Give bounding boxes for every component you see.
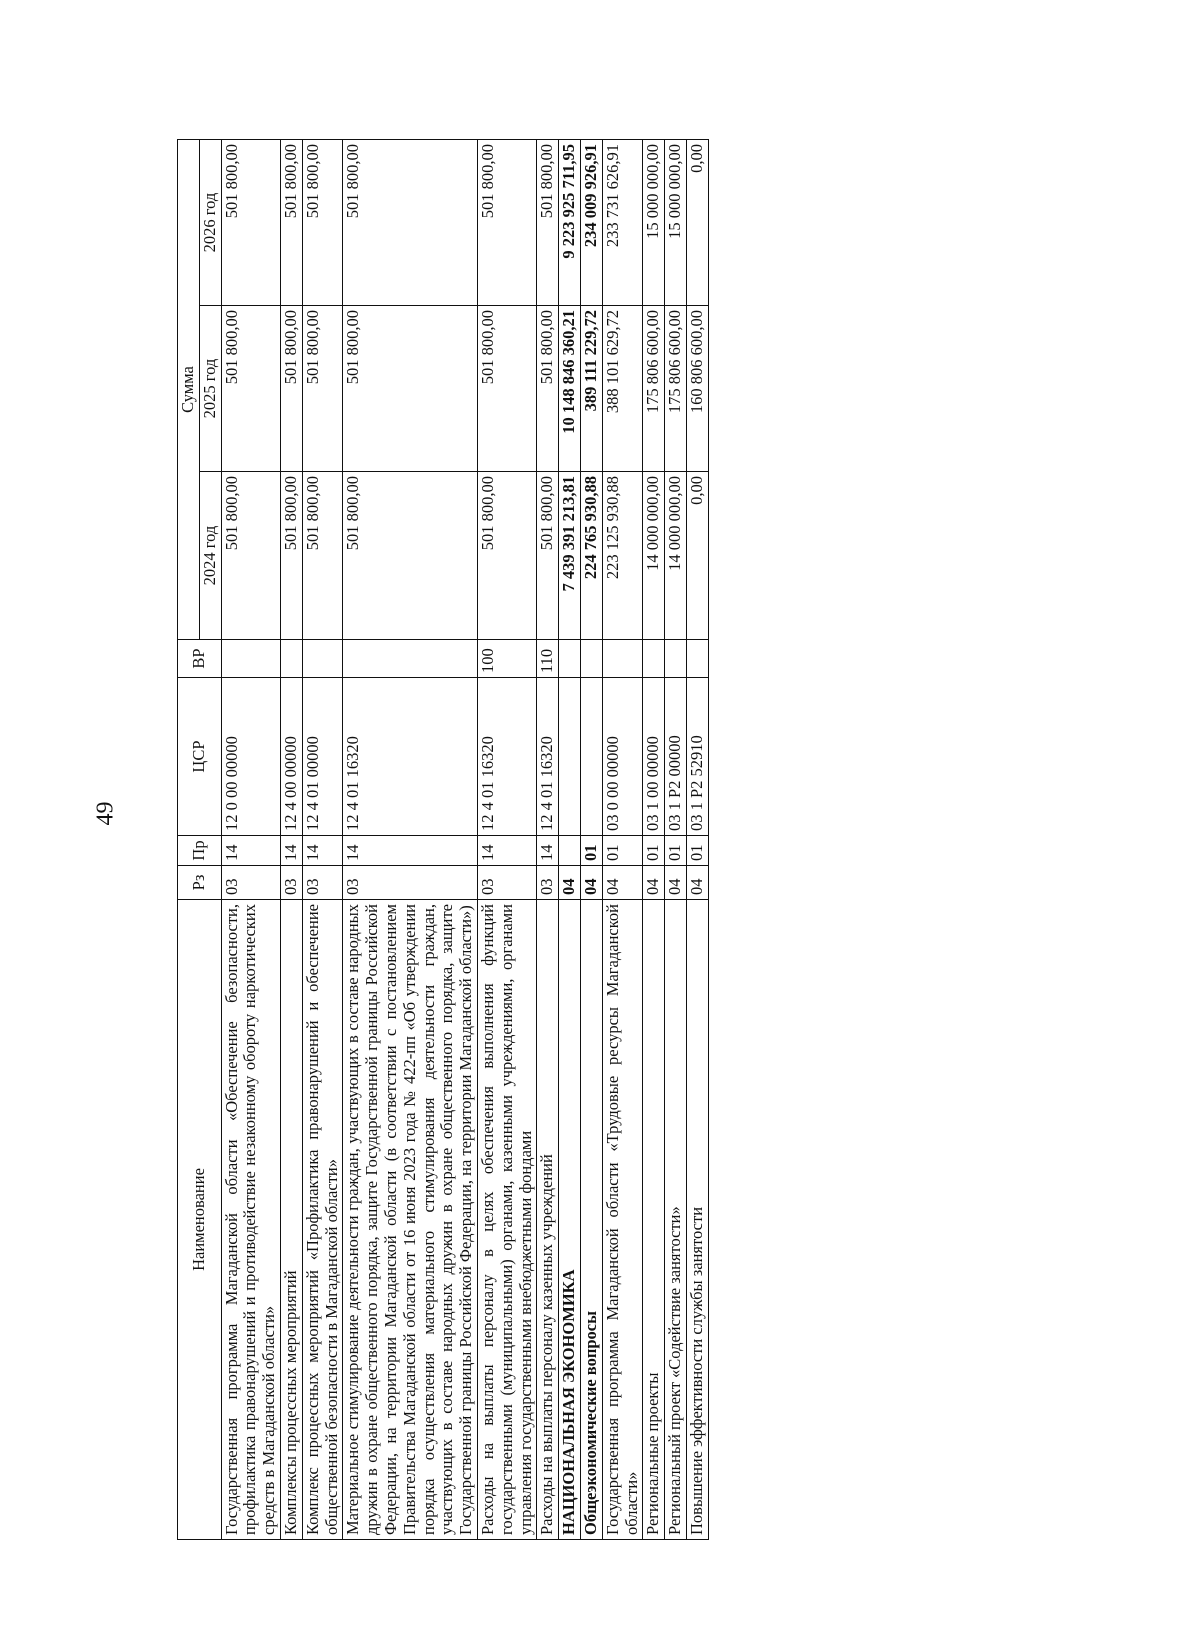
header-csr: ЦСР [178, 678, 222, 836]
row-csr: 12 4 01 16320 [537, 678, 559, 836]
table-row [602, 140, 643, 1540]
row-vr [221, 640, 280, 678]
row-amount-2025: 175 806 600,00 [665, 306, 687, 472]
row-amount-2026: 501 800,00 [477, 140, 536, 306]
row-name: Региональные проекты [643, 900, 665, 1540]
row-rz: 03 [477, 866, 536, 900]
row-csr: 12 4 01 16320 [477, 678, 536, 836]
table-row [477, 140, 536, 1540]
row-name: Расходы на выплаты персоналу казенных учреждений [537, 900, 559, 1540]
header-2026: 2026 год [199, 140, 221, 306]
row-vr [280, 640, 302, 678]
row-pr: 14 [343, 836, 478, 866]
header-name: Наименование [178, 900, 222, 1540]
row-amount-2026: 15 000 000,00 [643, 140, 665, 306]
row-vr [580, 640, 602, 678]
row-amount-2026: 9 223 925 711,95 [559, 140, 581, 306]
row-amount-2025: 501 800,00 [221, 306, 280, 472]
row-amount-2025: 501 800,00 [302, 306, 343, 472]
row-vr: 110 [537, 640, 559, 678]
row-rz: 04 [559, 866, 581, 900]
row-amount-2025: 501 800,00 [477, 306, 536, 472]
row-pr: 14 [302, 836, 343, 866]
row-amount-2026: 0,00 [686, 140, 708, 306]
row-amount-2024: 14 000 000,00 [665, 472, 687, 640]
row-amount-2024: 501 800,00 [477, 472, 536, 640]
row-pr: 01 [643, 836, 665, 866]
row-amount-2025: 389 111 229,72 [580, 306, 602, 472]
row-amount-2026: 501 800,00 [537, 140, 559, 306]
row-pr: 14 [537, 836, 559, 866]
row-csr: 03 1 00 00000 [643, 678, 665, 836]
table-row [665, 140, 687, 1540]
row-name: Комплексы процессных мероприятий [280, 900, 302, 1540]
row-vr [302, 640, 343, 678]
row-csr: 03 1 Р2 52910 [686, 678, 708, 836]
row-amount-2024: 14 000 000,00 [643, 472, 665, 640]
row-rz: 03 [221, 866, 280, 900]
row-rz: 03 [537, 866, 559, 900]
row-csr: 12 4 01 00000 [302, 678, 343, 836]
row-amount-2025: 501 800,00 [537, 306, 559, 472]
row-vr: 100 [477, 640, 536, 678]
row-rz: 04 [686, 866, 708, 900]
row-amount-2026: 501 800,00 [280, 140, 302, 306]
table-row [580, 140, 602, 1540]
header-2024: 2024 год [199, 472, 221, 640]
row-amount-2025: 175 806 600,00 [643, 306, 665, 472]
row-name: Общеэкономические вопросы [580, 900, 602, 1540]
row-csr: 03 0 00 00000 [602, 678, 643, 836]
row-pr: 01 [686, 836, 708, 866]
row-amount-2025: 501 800,00 [343, 306, 478, 472]
row-csr: 12 0 00 00000 [221, 678, 280, 836]
row-amount-2025: 160 806 600,00 [686, 306, 708, 472]
row-amount-2026: 501 800,00 [302, 140, 343, 306]
row-amount-2024: 224 765 930,88 [580, 472, 602, 640]
row-amount-2025: 388 101 629,72 [602, 306, 643, 472]
row-amount-2024: 7 439 391 213,81 [559, 472, 581, 640]
row-vr [665, 640, 687, 678]
row-rz: 04 [643, 866, 665, 900]
rotated-page-content [177, 140, 1082, 1540]
row-amount-2026: 501 800,00 [221, 140, 280, 306]
table-row [221, 140, 280, 1540]
row-vr [643, 640, 665, 678]
row-name: Региональный проект «Содействие занятости» [665, 900, 687, 1540]
row-vr [602, 640, 643, 678]
row-csr: 03 1 Р2 00000 [665, 678, 687, 836]
row-pr: 14 [221, 836, 280, 866]
row-amount-2024: 0,00 [686, 472, 708, 640]
table-row [686, 140, 708, 1540]
row-rz: 03 [343, 866, 478, 900]
row-rz: 04 [602, 866, 643, 900]
table-row [643, 140, 665, 1540]
row-pr: 14 [280, 836, 302, 866]
table-row [302, 140, 343, 1540]
header-sum: Сумма [178, 140, 200, 640]
row-rz: 04 [580, 866, 602, 900]
row-pr [559, 836, 581, 866]
table-row [343, 140, 478, 1540]
row-csr: 12 4 00 00000 [280, 678, 302, 836]
row-csr [580, 678, 602, 836]
row-name: Повышение эффективности службы занятости [686, 900, 708, 1540]
row-csr [559, 678, 581, 836]
row-name: Государственная программа Магаданской области «Обеспечение безопасности, профилактика правонарушений и противодействие незаконному обороту наркотических средств в Магаданской области» [221, 900, 280, 1540]
row-name: Государственная программа Магаданской области «Трудовые ресурсы Магаданской области» [602, 900, 643, 1540]
row-pr: 01 [602, 836, 643, 866]
row-name: Материальное стимулирование деятельности граждан, участвующих в составе народных дружин в охране общественного порядка, защите Государственной границы Российской Федерации, на территории Магаданской области (в соответствии с постановлением Правительства Магаданской области от 16 июня 2023 года № 422-пп «Об утверждении порядка осуществления материального стимулирования деятельности граждан, участвующих в составе народных дружин в охране общественного порядка, защите Государственной границы Российской Федерации, на территории Магаданской области») [343, 900, 478, 1540]
row-amount-2026: 501 800,00 [343, 140, 478, 306]
row-amount-2025: 501 800,00 [280, 306, 302, 472]
row-amount-2026: 15 000 000,00 [665, 140, 687, 306]
row-name: Расходы на выплаты персоналу в целях обеспечения выполнения функций государственными (муниципальными) органами, казенными учреждениями, органами управления государственными внебюджетными фондами [477, 900, 536, 1540]
row-vr [343, 640, 478, 678]
row-amount-2025: 10 148 846 360,21 [559, 306, 581, 472]
header-vr: ВР [178, 640, 222, 678]
row-amount-2026: 234 009 926,91 [580, 140, 602, 306]
table-row [280, 140, 302, 1540]
page-number: 49 [92, 801, 119, 826]
row-csr: 12 4 01 16320 [343, 678, 478, 836]
row-vr [686, 640, 708, 678]
row-amount-2024: 501 800,00 [280, 472, 302, 640]
row-rz: 04 [665, 866, 687, 900]
budget-table [177, 139, 709, 1540]
row-rz: 03 [302, 866, 343, 900]
table-body [221, 140, 708, 1540]
row-amount-2024: 501 800,00 [343, 472, 478, 640]
row-vr [559, 640, 581, 678]
row-rz: 03 [280, 866, 302, 900]
header-rz: Рз [178, 866, 222, 900]
row-amount-2024: 501 800,00 [302, 472, 343, 640]
table-row [537, 140, 559, 1540]
row-amount-2024: 501 800,00 [221, 472, 280, 640]
row-amount-2026: 233 731 626,91 [602, 140, 643, 306]
row-name: Комплекс процессных мероприятий «Профилактика правонарушений и обеспечение общественной безопасности в Магаданской области» [302, 900, 343, 1540]
header-pr: Пр [178, 836, 222, 866]
row-amount-2024: 223 125 930,88 [602, 472, 643, 640]
row-pr: 14 [477, 836, 536, 866]
header-2025: 2025 год [199, 306, 221, 472]
row-pr: 01 [665, 836, 687, 866]
row-pr: 01 [580, 836, 602, 866]
row-name: НАЦИОНАЛЬНАЯ ЭКОНОМИКА [559, 900, 581, 1540]
table-row [559, 140, 581, 1540]
row-amount-2024: 501 800,00 [537, 472, 559, 640]
